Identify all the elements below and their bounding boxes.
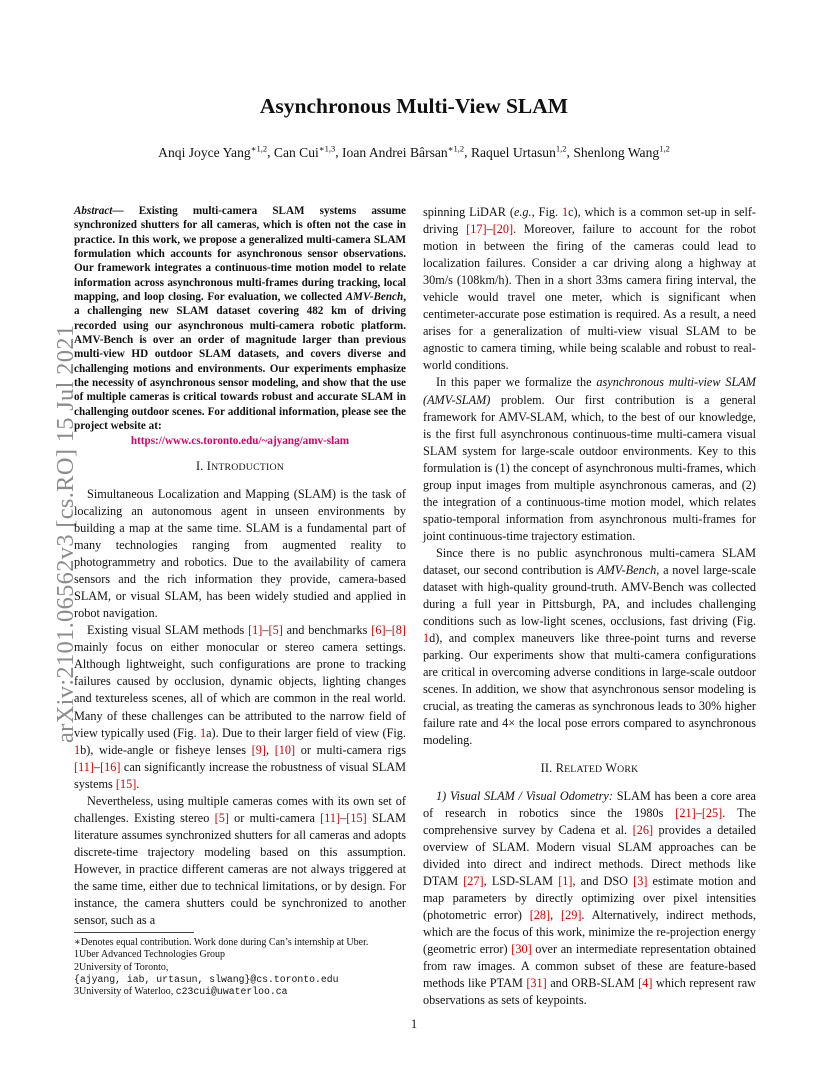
figure-link[interactable]: 1 (423, 631, 430, 646)
citation-link[interactable]: [26] (632, 822, 654, 837)
footnote-affiliation-2: 2University of Toronto, (74, 961, 169, 973)
citation-link[interactable]: [11] (74, 759, 94, 774)
citation-link[interactable]: [27] (463, 873, 484, 888)
author: Raquel Urtasun$^{1,2}$ (470, 143, 567, 160)
citation-link[interactable]: [3] (633, 873, 648, 888)
author: Anqi Joyce Yang$^{∗1,2}$ (158, 143, 268, 160)
intro-paragraph-4: In this paper we formalize the asynchronous multi-view SLAM (AMV-SLAM) problem. Our first contribution is a general framework for AMV-SLAM, which, to the best of our knowledge, is the first full asynchronous continuous-time multi-camera visual SLAM system for large-scale outdoor environments. Key to this formulation is (1) the concept of asynchronous multi-frames, which group input images from multiple asynchronous cameras, and (2) the integration of a continuous-time motion model, which relates spatio-temporal information from asynchronous multi-frames for joint continuous-time trajectory estimation. (423, 375, 756, 543)
author-list: Anqi Joyce Yang$^{∗1,2}$, Can Cui$^{∗1,3}$, Ioan Andrei Bârsan$^{∗1,2}$, Raquel Urtasun$^{1,2}$, Shenlong Wang$^{1,2}$ (158, 143, 670, 160)
arxiv-identifier: arXiv:2101.06562v3 [cs.RO] 15 Jul 2021 (52, 324, 79, 743)
citation-link[interactable]: [11] (320, 810, 341, 825)
citation-link[interactable]: [9] (251, 742, 266, 757)
citation-link[interactable]: [10] (274, 742, 296, 757)
project-url-link[interactable]: https://www.cs.toronto.edu/~ajyang/amv-slam (130, 434, 350, 447)
citation-link[interactable]: [28] (529, 907, 551, 922)
abstract: Abstract— Existing multi-camera SLAM systems assume synchronized shutters for all cameras, which is often not the case in practice. In this work, we propose a generalized multi-camera SLAM formulation which accounts for asynchronous sensor observations. Our framework integrates a continuous-time motion model to relate information across asynchronous multi-frames during tracking, local mapping, and loop closing. For evaluation, we collected AMV-Bench, a challenging new SLAM dataset covering 482 km of driving recorded using our asynchronous multi-camera robotic platform. AMV-Bench is over an order of magnitude larger than previous multi-view HD outdoor SLAM datasets, and covers diverse and challenging motions and environments. Our experiments emphasize the necessity of asynchronous sensor modeling, and show that the use of multiple cameras is critical towards robust and accurate SLAM in challenging outdoor scenes. For additional information, please see the project website at: (74, 205, 406, 433)
citation-link[interactable]: [29] (560, 907, 582, 922)
citation-link[interactable]: [25] (701, 805, 723, 820)
paper-title: Asynchronous Multi-View SLAM (259, 94, 569, 118)
citation-link[interactable]: [5] (214, 810, 229, 825)
footnote-equal-contribution: ∗Denotes equal contribution. Work done during Can’s internship at Uber. (74, 937, 369, 948)
citation-link[interactable]: [16] (100, 759, 121, 774)
citation-link[interactable]: [21] (675, 805, 696, 820)
right-column (423, 204, 756, 1009)
intro-paragraph-1: Simultaneous Localization and Mapping (SLAM) is the task of localizing an autonomous agent in unseen environments by building a map at the same time. SLAM is a fundamental part of many technologies ranging from augmented reality to photogrammetry and robotics. Due to the availability of camera sensors and the rich information they provide, camera-based SLAM, or visual SLAM, has been widely studied and applied in robot navigation. (74, 486, 406, 621)
section-heading-introduction: I. INTRODUCTION (195, 458, 285, 473)
figure-link[interactable]: 1 (74, 742, 81, 757)
figure-link[interactable]: 1 (562, 205, 569, 219)
citation-link[interactable]: [15] (346, 810, 367, 825)
figure-link[interactable]: 1 (199, 725, 207, 740)
footnotes (74, 932, 406, 998)
author: Ioan Andrei Bârsan$^{∗1,2}$ (342, 143, 465, 160)
footnote-emails: {ajyang, iab, urtasun, slwang}@cs.toronto.edu (74, 973, 339, 985)
intro-paragraph-2: Existing visual SLAM methods [1]–[5] and benchmarks [6]–[8] mainly focus on either monocular or stereo camera settings. Although lightweight, such configurations are prone to tracking failures caused by occlusion, dynamic objects, lighting changes and textureless scenes, all of which are common in the real world. Many of these challenges can be attributed to the narrow field of view typically used (Fig. 1a). Due to their larger field of view (Fig. 1b), wide-angle or fisheye lenses [9], [10] or multi-camera rigs [11]–[16] can significantly increase the robustness of visual SLAM systems [15]. (74, 623, 407, 791)
citation-link[interactable]: [17] (466, 222, 487, 237)
citation-link[interactable]: [8] (391, 623, 406, 638)
citation-link[interactable]: [1] (248, 623, 263, 638)
citation-link[interactable]: [15] (115, 776, 137, 791)
author: Shenlong Wang$^{1,2}$ (573, 143, 670, 160)
subsection-heading: 1) Visual SLAM / Visual Odometry: (436, 788, 613, 803)
page-number: 1 (410, 1017, 418, 1031)
citation-link[interactable]: [30] (511, 941, 532, 956)
citation-link[interactable]: [31] (526, 976, 547, 991)
section-heading-related-work: II. RELATED WORK (540, 760, 639, 775)
left-column (74, 204, 406, 929)
intro-paragraph-3: Nevertheless, using multiple cameras comes with its own set of challenges. Existing stereo [5] or multi-camera [11]–[15] SLAM literature assumes synchronized shutters for all cameras and adopts discrete-time trajectory modeling based on this assumption. However, in practice different cameras are not always triggered at the same time, either due to technical limitations, or by design. For instance, the camera shutters could be synchronized to another sensor, such as a (74, 793, 406, 928)
citation-link[interactable]: [5] (268, 623, 283, 638)
related-paragraph-1: 1) Visual SLAM / Visual Odometry: SLAM has been a core area of research in robotics since the 1980s [21]–[25]. The comprehensive survey by Cadena et al. [26] provides a detailed overview of SLAM. Modern visual SLAM approaches can be divided into direct and indirect methods. Direct methods like DTAM [27], LSD-SLAM [1], and DSO [3] estimate motion and map parameters by directly optimizing over pixel intensities (photometric error) [28], [29]. Alternatively, indirect methods, which are the focus of this work, minimize the re-projection energy (geometric error) [30] over an intermediate representation obtained from raw images. A common subset of these are feature-based methods like PTAM [31] and ORB-SLAM [4] which represent raw observations as sets of keypoints. (423, 788, 757, 1008)
footnote-rule (74, 932, 194, 933)
author: Can Cui$^{∗1,3}$ (273, 143, 336, 160)
footnote-affiliation-3: 3University of Waterloo, c23cui@uwaterloo.ca (74, 986, 288, 998)
citation-link[interactable]: [6] (371, 623, 386, 638)
footnote-affiliation-1: 1Uber Advanced Technologies Group (74, 949, 226, 961)
intro-paragraph-3-cont: spinning LiDAR (e.g., Fig. 1c), which is a common set-up in self-driving [17]–[20]. Moreover, failure to account for the robot motion in between the firing of the cameras could lead to localization failures. Consider a car driving along a highway at 30m/s (108km/h). Then in a short 33ms camera firing interval, the vehicle would travel one meter, which is significant when centimeter-accurate pose estimation is required. As a result, a need arises for a generalization of multi-view visual SLAM to be agnostic to camera timing, while being scalable and robust to real-world conditions. (423, 205, 757, 373)
intro-paragraph-5: Since there is no public asynchronous multi-camera SLAM dataset, our second contribution is AMV-Bench, a novel large-scale dataset with high-quality ground-truth. AMV-Bench was collected during a full year in Pittsburgh, PA, and includes challenging conditions such as low-light scenes, occlusions, fast driving (Fig. 1d), and complex maneuvers like three-point turns and reverse parking. Our experiments show that multi-camera configurations are critical in overcoming adverse conditions in large-scale outdoor scenes. In addition, we show that asynchronous sensor modeling is crucial, as treating the cameras as synchronous leads to 30% higher failure rate and 4× the local pose errors compared to asynchronous modeling. (423, 545, 756, 748)
citation-link[interactable]: [4] (638, 976, 653, 991)
citation-link[interactable]: [1] (558, 873, 573, 888)
arxiv-sidebar (0, 0, 79, 1072)
citation-link[interactable]: [20] (492, 222, 514, 237)
